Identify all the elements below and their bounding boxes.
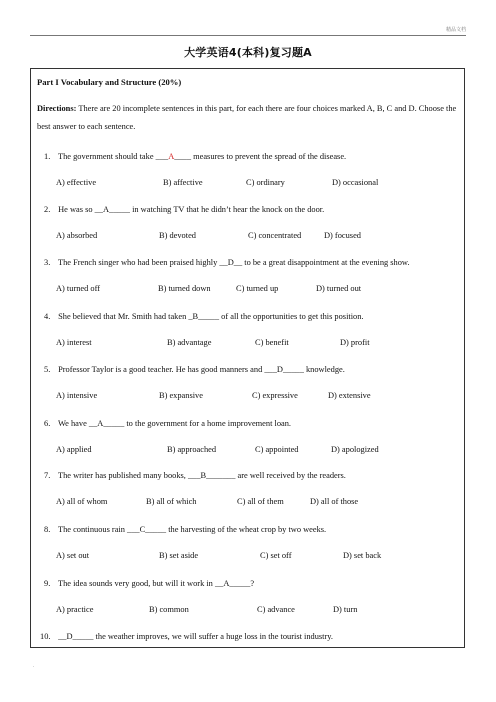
question-text: The government should take ___: [57, 152, 169, 161]
option-d[interactable]: D) occasional: [332, 178, 379, 187]
option-a[interactable]: A) all of whom: [56, 497, 108, 506]
question-6: [44, 419, 291, 428]
answer-letter: A: [168, 152, 175, 161]
part-title: Part I Vocabulary and Structure (20%): [37, 77, 182, 87]
question-7: [44, 471, 346, 480]
option-a[interactable]: A) effective: [56, 178, 97, 187]
option-b[interactable]: B) affective: [163, 178, 203, 187]
page-title: 大学英语4(本科)复习题A: [184, 46, 312, 59]
option-b[interactable]: B) set aside: [159, 551, 199, 560]
option-c[interactable]: C) set off: [260, 551, 292, 560]
question-number: 9.: [44, 579, 51, 588]
question-2: [44, 205, 324, 214]
question-number: 1.: [44, 152, 51, 161]
header-divider: [30, 35, 466, 36]
option-b[interactable]: B) expansive: [159, 391, 203, 400]
question-8: [44, 525, 326, 534]
question-number: 2.: [44, 205, 51, 214]
question-9: [44, 579, 254, 588]
question-text-end: ____ measures to prevent the spread of the disease.: [174, 152, 347, 161]
option-b[interactable]: B) turned down: [158, 284, 211, 293]
option-c[interactable]: C) benefit: [255, 338, 289, 347]
option-d[interactable]: D) extensive: [328, 391, 371, 400]
option-a[interactable]: A) applied: [56, 445, 92, 454]
option-d[interactable]: D) profit: [340, 338, 370, 347]
option-a[interactable]: A) interest: [56, 338, 92, 347]
option-d[interactable]: D) turn: [333, 605, 358, 614]
option-d[interactable]: D) turned out: [316, 284, 362, 293]
option-a[interactable]: A) practice: [56, 605, 94, 614]
option-c[interactable]: C) turned up: [236, 284, 279, 293]
question-number: 4.: [44, 312, 51, 321]
question-text: The idea sounds very good, but will it work in __A_____?: [57, 579, 255, 588]
question-5: [44, 365, 345, 374]
question-text: The writer has published many books, ___B_______ are well received by the readers.: [57, 471, 346, 480]
footer-mark: .: [33, 664, 35, 669]
option-b[interactable]: B) approached: [167, 445, 217, 454]
option-d[interactable]: D) apologized: [331, 445, 379, 454]
option-c[interactable]: C) ordinary: [246, 178, 285, 187]
option-a[interactable]: A) absorbed: [56, 231, 98, 240]
header-note: 精品文档: [445, 27, 466, 33]
option-b[interactable]: B) advantage: [167, 338, 212, 347]
option-c[interactable]: C) appointed: [255, 445, 299, 454]
question-number: 3.: [44, 258, 51, 267]
question-number: 7.: [44, 471, 51, 480]
question-number: 8.: [44, 525, 51, 534]
question-text: The continuous rain ___C_____ the harvesting of the wheat crop by two weeks.: [57, 525, 327, 534]
question-text: The French singer who had been praised highly __D__ to be a great disappointment at the evening show.: [57, 258, 410, 267]
option-a[interactable]: A) intensive: [56, 391, 98, 400]
question-10: [40, 632, 333, 641]
question-1: [44, 152, 346, 161]
question-number: 10.: [40, 632, 51, 641]
option-c[interactable]: C) expressive: [252, 391, 298, 400]
option-b[interactable]: B) common: [149, 605, 189, 614]
option-b[interactable]: B) all of which: [146, 497, 197, 506]
question-3: [44, 258, 410, 267]
question-4: [44, 312, 364, 321]
question-text: Professor Taylor is a good teacher. He has good manners and ___D_____ knowledge.: [58, 365, 345, 374]
option-d[interactable]: D) all of those: [310, 497, 359, 506]
option-c[interactable]: C) all of them: [237, 497, 284, 506]
directions: [37, 100, 457, 136]
option-c[interactable]: C) concentrated: [248, 231, 302, 240]
directions-text: There are 20 incomplete sentences in this part, for each there are four choices marked A, B, C and D. Choose the best answer to each sentence.: [37, 104, 457, 131]
option-c[interactable]: C) advance: [257, 605, 295, 614]
question-text: He was so __A_____ in watching TV that he didn’t hear the knock on the door.: [58, 205, 325, 214]
question-number: 6.: [44, 419, 51, 428]
option-b[interactable]: B) devoted: [159, 231, 196, 240]
option-a[interactable]: A) set out: [56, 551, 90, 560]
directions-label: Directions:: [37, 104, 77, 113]
question-text: We have __A_____ to the government for a home improvement loan.: [57, 419, 292, 428]
question-text: __D_____ the weather improves, we will suffer a huge loss in the tourist industry.: [58, 632, 334, 641]
option-d[interactable]: D) focused: [324, 231, 361, 240]
question-text: She believed that Mr. Smith had taken _B_____ of all the opportunities to get this position.: [58, 312, 364, 321]
question-number: 5.: [44, 365, 51, 374]
option-a[interactable]: A) turned off: [56, 284, 101, 293]
option-d[interactable]: D) set back: [343, 551, 382, 560]
